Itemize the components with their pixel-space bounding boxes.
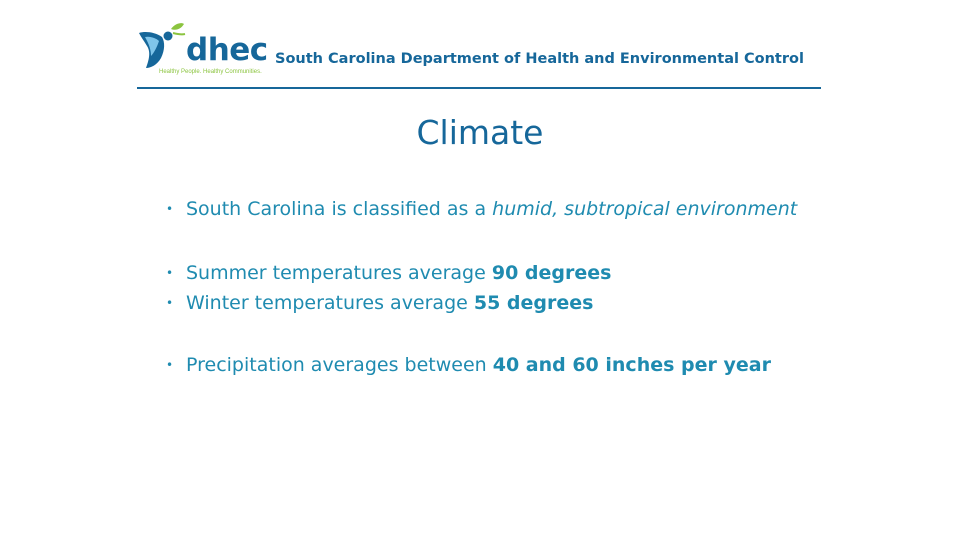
logo-tagline-part-2: Healthy Communities. (203, 69, 262, 75)
logo-wordmark: dhec (186, 32, 268, 68)
bullet-emphasis: 40 and 60 inches per year (492, 354, 771, 376)
bullet-dot-icon: • (166, 266, 174, 280)
bullet-dot-icon: • (166, 202, 174, 216)
bullet-text: Winter temperatures average (186, 292, 474, 314)
bullet-emphasis: 90 degrees (491, 262, 612, 284)
bullet-text: Summer temperatures average (186, 262, 492, 284)
bullet-item-climate-type (166, 196, 826, 222)
bullet-text: South Carolina is classified as a (186, 198, 493, 220)
department-name: South Carolina Department of Health and Environmental Control (275, 51, 804, 67)
bullet-dot-icon: • (166, 358, 174, 372)
logo-tagline-part-1: Healthy People. (159, 69, 202, 75)
logo-tagline (159, 69, 262, 76)
dhec-logo (137, 20, 268, 78)
bullet-emphasis: 55 degrees (473, 292, 594, 314)
header (137, 20, 821, 92)
header-divider (137, 87, 821, 89)
slide-title: Climate (416, 113, 544, 152)
bullet-list (166, 196, 826, 378)
bullet-item-summer (166, 260, 826, 286)
bullet-item-precipitation (166, 352, 826, 378)
bullet-dot-icon: • (166, 296, 174, 310)
bullet-text: Precipitation averages between (186, 354, 493, 376)
bullet-emphasis: humid, subtropical environment (492, 198, 798, 220)
bullet-item-winter (166, 290, 826, 316)
